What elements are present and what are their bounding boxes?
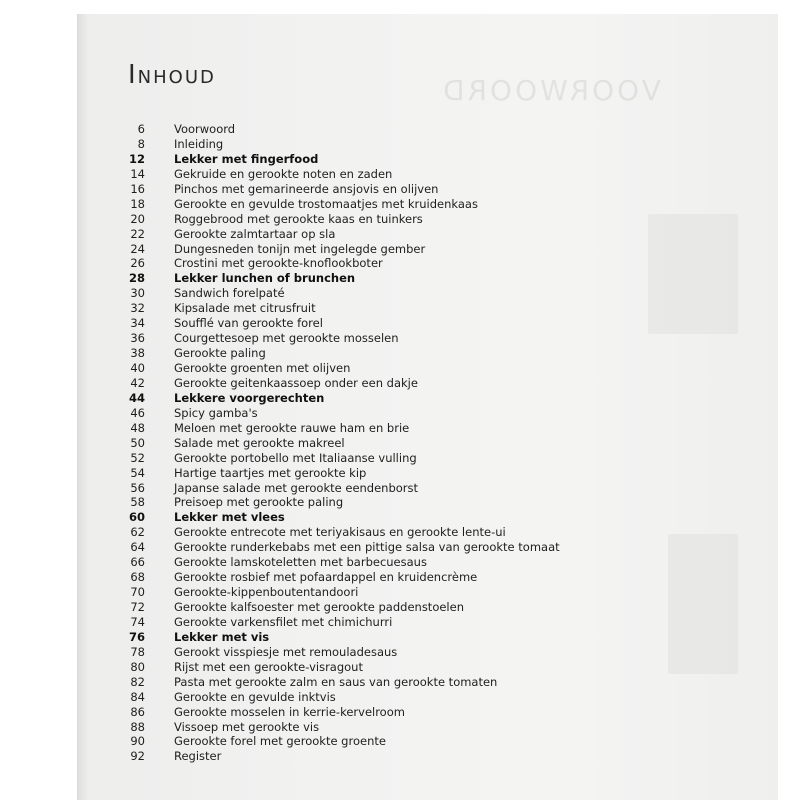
toc-page-number: 6 [137,122,145,136]
toc-entry-title: Gerookte paling [174,346,266,361]
toc-entry-title: Pinchos met gemarineerde ansjovis en olijven [174,181,439,196]
toc-page-number: 68 [130,570,145,585]
toc-page-number: 56 [130,480,145,495]
toc-entry-title: Soufflé van gerookte forel [174,316,323,331]
toc-page-number: 74 [130,614,145,629]
toc-page-number: 92 [130,749,145,764]
toc-page-number: 60 [128,510,145,525]
table-of-contents [0,122,800,764]
toc-entry [0,675,800,690]
toc-entry-title: Voorwoord [174,122,236,136]
toc-entry [0,256,800,271]
toc-section-heading [0,391,800,406]
toc-page-number: 46 [130,405,145,420]
toc-entry-title: Lekker met vlees [174,510,285,525]
toc-page-number: 32 [130,301,145,316]
toc-entry-title: Roggebrood met gerookte kaas en tuinkers [174,211,423,226]
toc-entry-title: Gerookte rosbief met pofaardappel en kruidencrème [174,570,478,585]
toc-entry-title: Courgettesoep met gerookte mosselen [174,331,399,346]
toc-entry [0,331,800,346]
toc-entry [0,436,800,451]
toc-entry-title: Gerookte en gevulde inktvis [174,689,336,704]
toc-entry-title: Lekkere voorgerechten [174,390,325,405]
toc-entry-title: Lekker met vis [174,629,270,644]
toc-entry [0,227,800,242]
toc-entry [0,197,800,212]
toc-page-number: 12 [128,151,145,166]
toc-page-number: 70 [130,585,145,600]
toc-entry [0,466,800,481]
toc-entry-title: Rijst met een gerookte-visragout [174,659,363,674]
toc-entry-title: Gerookte-kippenboutentandoori [174,585,359,600]
toc-entry [0,421,800,436]
toc-entry [0,734,800,749]
toc-entry-title: Kipsalade met citrusfruit [174,301,316,316]
toc-page-number: 76 [128,629,145,644]
toc-entry-title: Gerookte kalfsoester met gerookte paddenstoelen [174,600,464,614]
toc-entry [0,705,800,720]
toc-entry [0,182,800,197]
toc-page-number: 34 [130,316,145,331]
toc-entry [0,212,800,227]
toc-entry [0,585,800,600]
toc-entry [0,645,800,660]
toc-page-number: 58 [130,495,145,510]
toc-entry-title: Gerookte entrecote met teriyakisaus en gerookte lente-ui [174,525,506,540]
toc-entry [0,376,800,391]
toc-page-number: 54 [130,465,145,480]
toc-entry-title: Spicy gamba's [174,405,258,420]
toc-entry [0,540,800,555]
toc-page-number: 90 [130,734,145,749]
toc-entry [0,495,800,510]
toc-entry-title: Gerookte portobello met Italiaanse vulling [174,450,417,465]
toc-entry-title: Vissoep met gerookte vis [174,719,320,734]
toc-page-number: 84 [130,689,145,704]
toc-section-heading [0,510,800,525]
toc-page-number: 16 [130,181,145,196]
toc-entry-title: Gerookt visspiesje met remouladesaus [174,644,398,659]
toc-entry-title: Pasta met gerookte zalm en saus van gerookte tomaten [174,674,498,689]
toc-page-number: 42 [130,375,145,390]
toc-entry [0,286,800,301]
toc-entry-title: Gerookte geitenkaassoep onder een dakje [174,375,418,390]
toc-section-heading [0,271,800,286]
toc-entry-title: Gerookte groenten met olijven [174,361,351,375]
toc-entry [0,122,800,137]
toc-entry [0,749,800,764]
toc-entry [0,600,800,615]
toc-entry-title: Gerookte zalmtartaar op sla [174,226,336,241]
toc-page-number: 8 [137,136,145,151]
toc-entry-title: Lekker lunchen of brunchen [174,271,356,286]
toc-page-number: 30 [130,286,145,301]
toc-page-number: 40 [130,361,145,375]
toc-entry-title: Gerookte varkensfilet met chimichurri [174,614,393,629]
toc-page-number: 28 [128,271,145,286]
toc-entry [0,242,800,257]
toc-entry-title: Register [174,749,222,764]
toc-page-number: 80 [130,659,145,674]
toc-entry [0,570,800,585]
toc-entry-title: Hartige taartjes met gerookte kip [174,465,367,480]
toc-entry-title: Inleiding [174,136,224,151]
toc-entry [0,481,800,496]
toc-entry [0,301,800,316]
toc-page-number: 48 [130,420,145,435]
toc-page-number: 24 [130,241,145,256]
toc-entry-title: Gerookte en gevulde trostomaatjes met kruidenkaas [174,196,478,211]
toc-entry-title: Gerookte runderkebabs met een pittige salsa van gerookte tomaat [174,540,560,555]
toc-page-number: 72 [130,600,145,614]
toc-page-number: 44 [128,390,145,405]
toc-entry [0,555,800,570]
toc-page-number: 64 [130,540,145,555]
toc-page-number: 22 [130,226,145,241]
toc-page-number: 62 [130,525,145,540]
toc-entry-title: Dungesneden tonijn met ingelegde gember [174,241,426,256]
toc-entry-title: Gerookte mosselen in kerrie-kervelroom [174,704,405,719]
toc-entry [0,451,800,466]
toc-entry-title: Salade met gerookte makreel [174,435,345,450]
toc-page-number: 82 [130,674,145,689]
toc-entry [0,346,800,361]
toc-section-heading [0,152,800,167]
toc-entry-title: Gekruide en gerookte noten en zaden [174,166,393,181]
toc-entry [0,720,800,735]
toc-page-number: 78 [130,644,145,659]
toc-entry-title: Sandwich forelpaté [174,286,285,301]
toc-entry [0,690,800,705]
page-title: Inhoud [128,60,216,90]
toc-entry [0,316,800,331]
toc-entry-title: Japanse salade met gerookte eendenborst [174,480,419,495]
toc-entry-title: Preisoep met gerookte paling [174,495,344,510]
toc-page-number: 18 [130,196,145,211]
toc-entry [0,361,800,376]
toc-entry-title: Meloen met gerookte rauwe ham en brie [174,420,410,435]
toc-page-number: 50 [130,435,145,450]
toc-page-number: 20 [130,211,145,226]
toc-entry [0,167,800,182]
toc-entry [0,137,800,152]
toc-page-number: 88 [130,719,145,734]
toc-page-number: 38 [130,346,145,361]
toc-page-number: 52 [130,450,145,465]
show-through-text: VOORWOORD [440,74,661,107]
toc-entry-title: Lekker met fingerfood [174,151,319,166]
toc-entry [0,525,800,540]
toc-page-number: 66 [130,555,145,570]
toc-entry [0,406,800,421]
toc-page-number: 86 [130,704,145,719]
toc-page-number: 26 [130,256,145,271]
toc-section-heading [0,630,800,645]
toc-entry [0,615,800,630]
toc-page-number: 14 [130,166,145,181]
toc-entry [0,660,800,675]
toc-page-number: 36 [130,331,145,346]
toc-entry-title: Gerookte lamskoteletten met barbecuesaus [174,555,427,570]
toc-entry-title: Gerookte forel met gerookte groente [174,734,386,749]
toc-entry-title: Crostini met gerookte-knoflookboter [174,256,383,271]
